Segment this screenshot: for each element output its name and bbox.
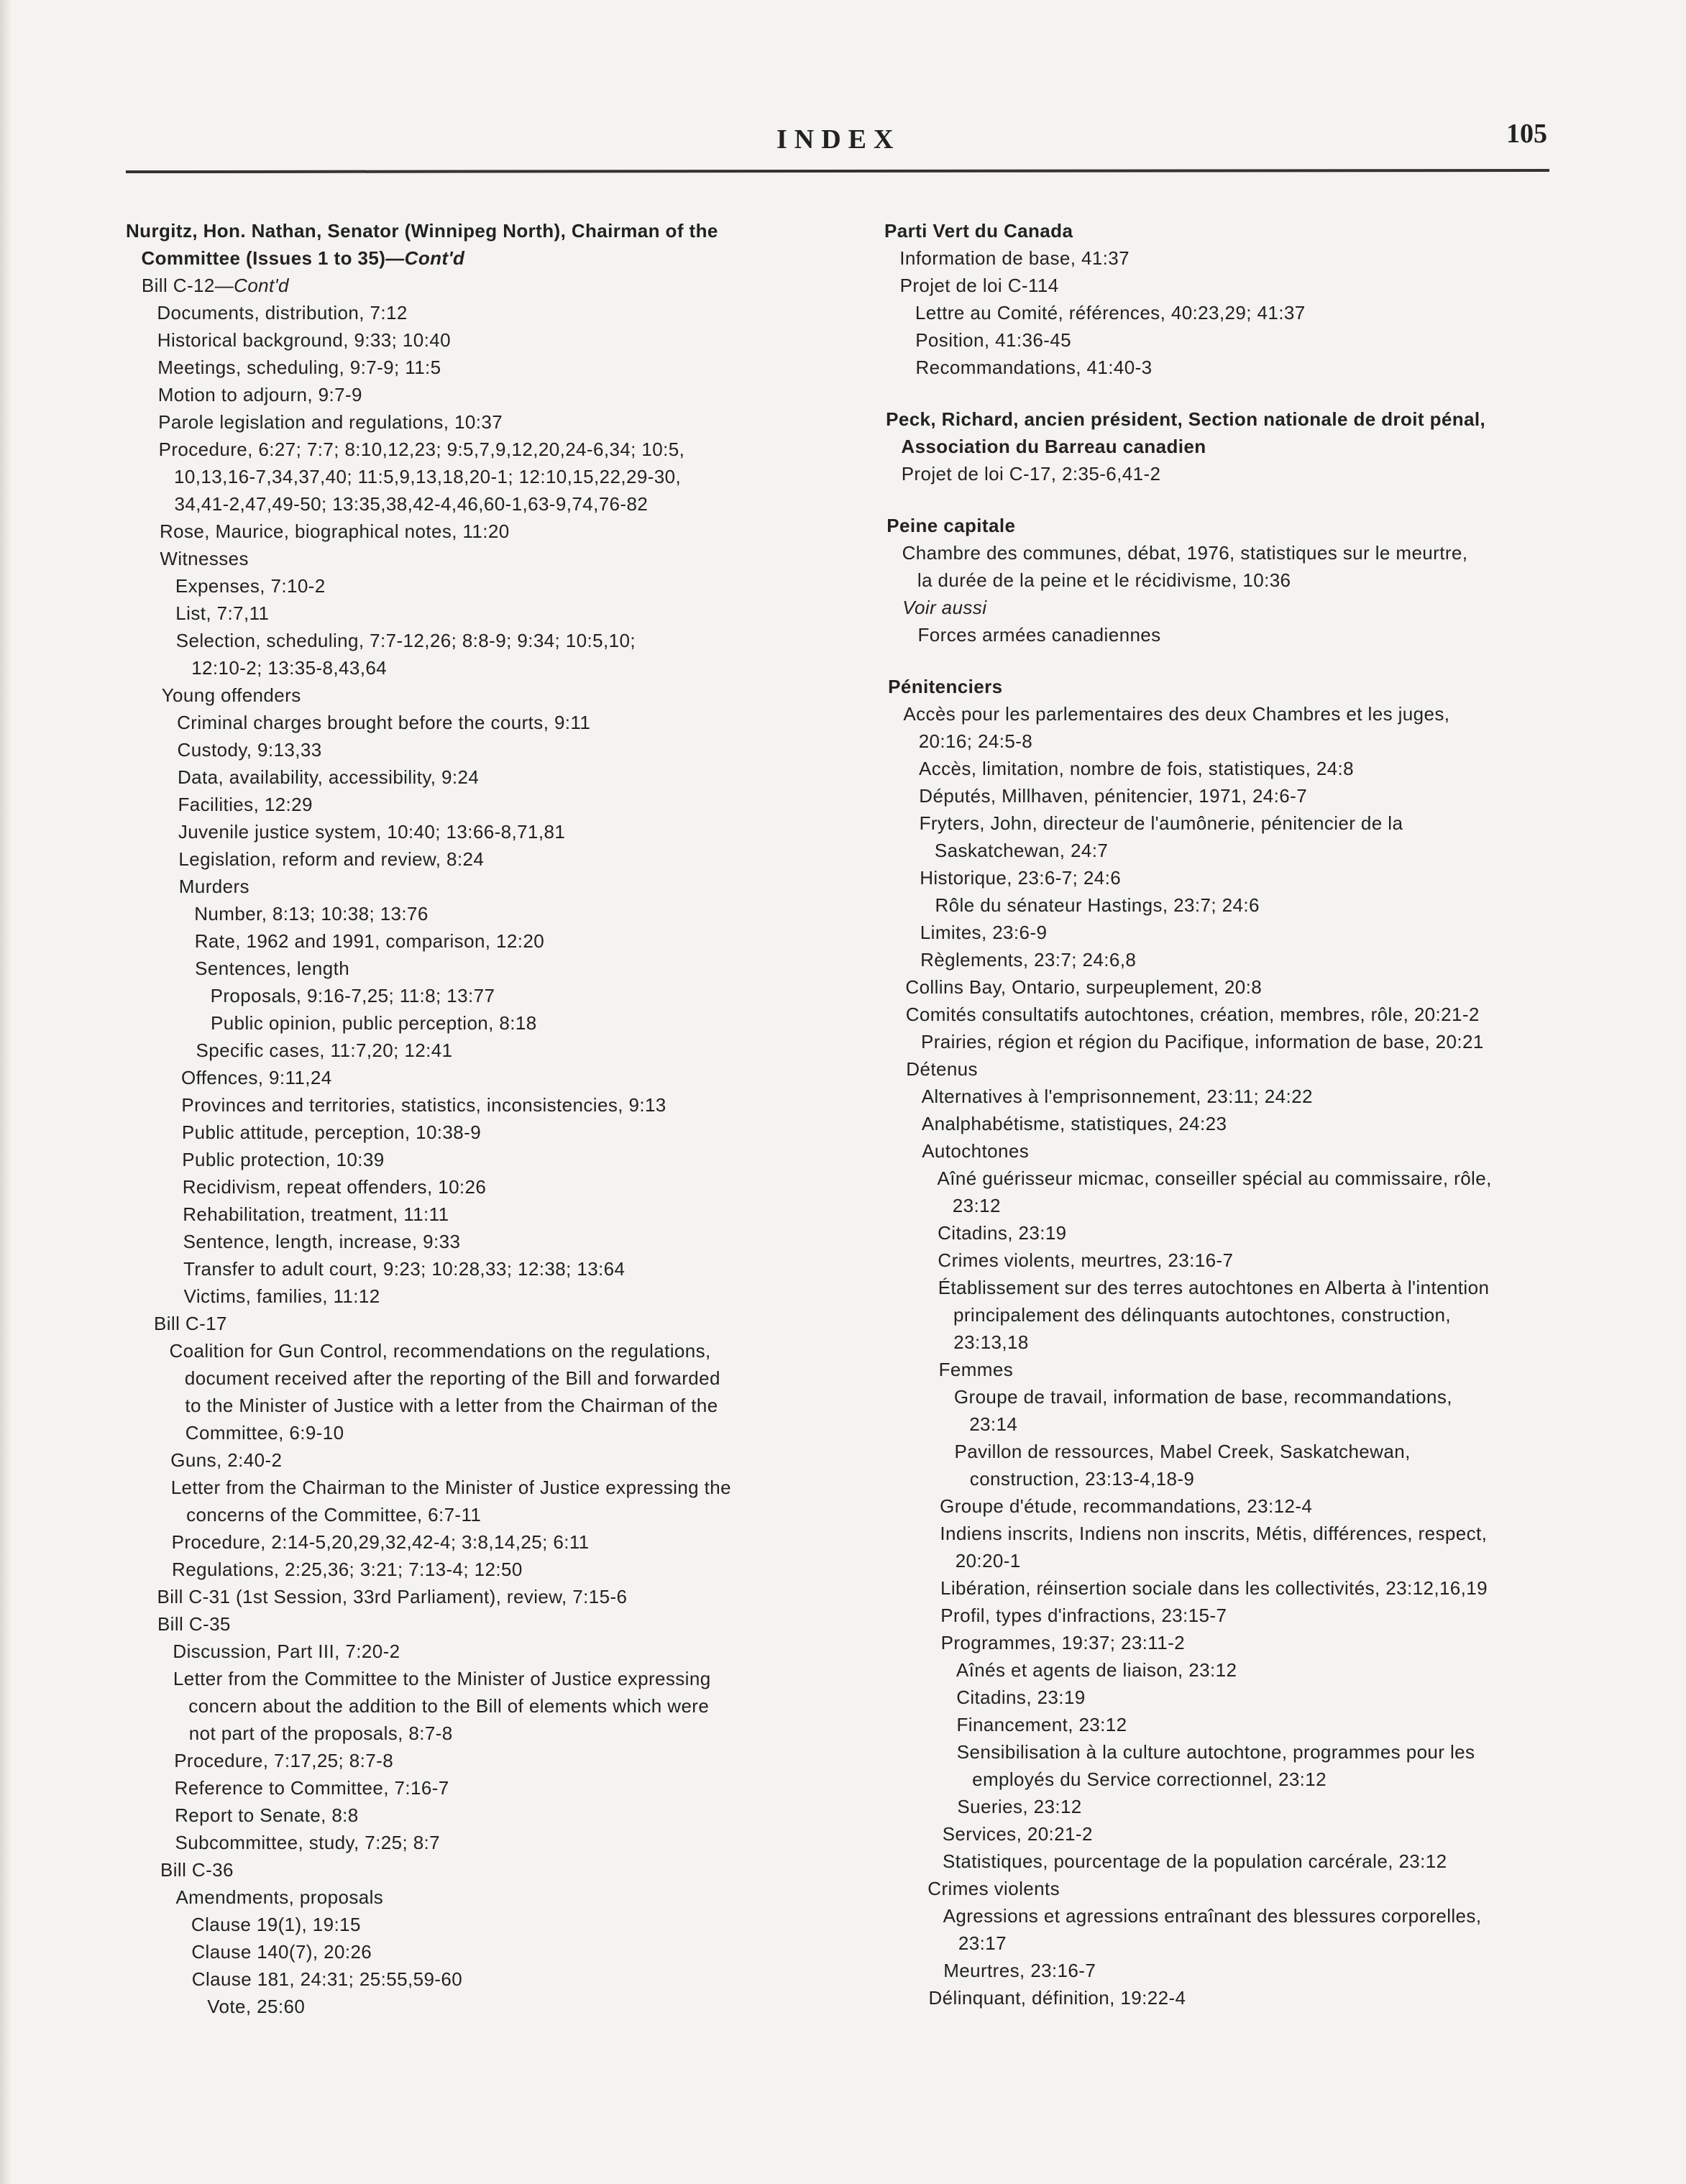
index-entry-text: Vote, 25:60 — [207, 1996, 306, 2017]
index-entry-text: Recidivism, repeat offenders, 10:26 — [182, 1176, 487, 1198]
index-entry — [139, 1364, 858, 1392]
index-entry-text: Députés, Millhaven, pénitencier, 1971, 24:6-7 — [919, 785, 1308, 807]
index-entry — [140, 1419, 859, 1446]
index-entry — [886, 405, 1562, 433]
index-entry-text: Financement, 23:12 — [956, 1714, 1127, 1735]
index-entry — [891, 1001, 1567, 1028]
index-entry — [884, 244, 1560, 272]
index-entry — [894, 1356, 1570, 1383]
index-entry — [143, 1692, 862, 1720]
index-entry-text: Pavillon de ressources, Mabel Creek, Saskatchewan, — [954, 1441, 1411, 1462]
index-entry-text: construction, 23:13-4,18-9 — [969, 1468, 1195, 1490]
index-entry — [139, 1392, 858, 1419]
index-entry — [142, 1610, 861, 1638]
index-entry — [129, 545, 848, 572]
index-entry — [145, 1884, 864, 1911]
index-entry-text: Young offenders — [161, 684, 301, 706]
index-entry-text: Victims, families, 11:12 — [183, 1285, 380, 1307]
index-entry-text: 12:10-2; 13:35-8,43,64 — [191, 657, 388, 679]
index-entry — [892, 1247, 1568, 1274]
index-entry-text: 23:17 — [958, 1932, 1007, 1954]
index-entry-text: Sentence, length, increase, 9:33 — [183, 1231, 461, 1252]
index-entry-text: employés du Service correctionnel, 23:12 — [972, 1768, 1327, 1790]
index-entry-text: Clause 19(1), 19:15 — [191, 1914, 361, 1935]
index-entry — [129, 463, 848, 490]
index-entry-text: to the Minister of Justice with a letter from the Chairman of the — [185, 1395, 718, 1416]
index-entry-text: Projet de loi C-17, 2:35-6,41-2 — [901, 463, 1161, 485]
index-entry — [892, 1110, 1567, 1137]
index-entry — [138, 1228, 857, 1255]
index-entry-text: Motion to adjourn, 9:7-9 — [157, 384, 362, 405]
index-entry-text: Bill C-17 — [154, 1313, 227, 1334]
index-column-right — [884, 217, 1560, 2011]
index-entry — [132, 791, 851, 818]
index-entry — [143, 1665, 862, 1692]
index-entry — [135, 982, 854, 1009]
index-entry-text: 23:12 — [952, 1195, 1001, 1216]
index-entry-text: Offences, 9:11,24 — [180, 1067, 332, 1088]
page-binding-edge — [0, 0, 12, 2184]
index-entry — [894, 1465, 1570, 1492]
index-entry-text: Report to Senate, 8:8 — [175, 1804, 359, 1826]
index-entry — [144, 1747, 863, 1774]
index-entry — [136, 1091, 855, 1119]
index-entry-text: Bill C-36 — [160, 1859, 234, 1881]
index-entry-text: Aînés et agents de liaison, 23:12 — [956, 1659, 1237, 1681]
index-entry-text: Règlements, 23:7; 24:6,8 — [920, 949, 1137, 971]
index-entry — [898, 1957, 1574, 1984]
index-entry-text: Groupe d'étude, recommandations, 23:12-4 — [940, 1495, 1313, 1517]
index-entry-text: 10,13,16-7,34,37,40; 11:5,9,13,18,20-1; 12:10,15,22,29-30, — [174, 466, 682, 487]
index-entry — [137, 1119, 856, 1146]
index-entry-text: Meetings, scheduling, 9:7-9; 11:5 — [157, 357, 441, 378]
index-entry-text: Public attitude, perception, 10:38-9 — [181, 1121, 482, 1143]
index-entry — [127, 272, 846, 299]
index-entry — [133, 818, 852, 845]
index-entry-text: Collins Bay, Ontario, surpeuplement, 20:8 — [905, 976, 1263, 998]
index-entry-text: Crimes violents, meurtres, 23:16-7 — [938, 1249, 1234, 1271]
index-entry-text: Comités consultatifs autochtones, création, membres, rôle, 20:21-2 — [905, 1004, 1480, 1025]
index-entry-text: not part of the proposals, 8:7-8 — [188, 1722, 453, 1744]
index-entry — [896, 1684, 1572, 1711]
index-entry-text: Parti Vert du Canada — [884, 220, 1073, 242]
index-entry-text: Specific cases, 11:7,20; 12:41 — [196, 1040, 453, 1061]
index-entry — [138, 1255, 857, 1283]
index-entry-text: Saskatchewan, 24:7 — [934, 840, 1109, 861]
index-entry-text: 20:16; 24:5-8 — [918, 730, 1033, 752]
index-entry-text: Documents, distribution, 7:12 — [157, 302, 408, 324]
index-entry-text: Lettre au Comité, références, 40:23,29; 41:37 — [915, 302, 1306, 324]
index-entry — [892, 1192, 1568, 1219]
index-entry-text: Accès pour les parlementaires des deux Chambres et les juges, — [903, 703, 1450, 725]
index-entry — [894, 1383, 1570, 1410]
index-entry — [889, 864, 1565, 891]
index-entry — [137, 1146, 856, 1173]
index-entry — [127, 326, 846, 354]
index-entry — [136, 1064, 855, 1091]
index-entry-text: 34,41-2,47,49-50; 13:35,38,42-4,46,60-1,63-9,74,76-82 — [174, 493, 649, 515]
continued-marker: —Cont'd — [214, 275, 289, 296]
index-entry-text: Sueries, 23:12 — [957, 1796, 1082, 1817]
index-entry-text: Proposals, 9:16-7,25; 11:8; 13:77 — [210, 985, 495, 1006]
index-entry-text: 20:20-1 — [955, 1550, 1021, 1572]
index-entry-text: Reference to Committee, 7:16-7 — [174, 1777, 449, 1799]
index-entry-text: Aîné guérisseur micmac, conseiller spécial au commissaire, rôle, — [937, 1167, 1492, 1189]
index-entry-text: Regulations, 2:25,36; 3:21; 7:13-4; 12:50 — [172, 1559, 523, 1580]
index-entry — [896, 1656, 1572, 1684]
page-number: 105 — [1506, 119, 1547, 149]
index-entry — [134, 873, 853, 900]
index-entry-text: Voir aussi — [902, 597, 987, 618]
index-entry-text: Citadins, 23:19 — [956, 1687, 1086, 1708]
index-entry — [139, 1337, 858, 1364]
index-entry-text: concern about the addition to the Bill of elements which were — [188, 1695, 710, 1717]
index-entry — [132, 763, 851, 791]
index-entry-text: Chambre des communes, débat, 1976, statistiques sur le meurtre, — [902, 542, 1468, 564]
index-entry — [889, 837, 1565, 864]
index-entry-text: Détenus — [906, 1058, 978, 1080]
index-entry-text: Établissement sur des terres autochtones en Alberta à l'intention — [938, 1277, 1490, 1298]
index-entry-text: Procedure, 2:14-5,20,29,32,42-4; 3:8,14,25; 6:11 — [171, 1531, 590, 1553]
index-entry — [137, 1173, 856, 1201]
index-entry — [126, 244, 845, 272]
index-entry-text: Criminal charges brought before the courts, 9:11 — [177, 712, 591, 733]
index-entry-text: Libération, réinsertion sociale dans les collectivités, 23:12,16,19 — [940, 1577, 1488, 1599]
index-entry — [147, 1965, 866, 1993]
index-entry-text: document received after the reporting of the Bill and forwarded — [184, 1367, 720, 1389]
index-entry-text: Rose, Maurice, biographical notes, 11:20 — [159, 520, 510, 542]
index-entry-text: Fryters, John, directeur de l'aumônerie, pénitencier de la — [919, 812, 1403, 834]
index-entry-text: Data, availability, accessibility, 9:24 — [178, 766, 480, 788]
index-entry — [893, 1301, 1569, 1329]
index-entry — [898, 1930, 1574, 1957]
index-entry-text: Information de base, 41:37 — [899, 247, 1130, 269]
index-entry — [135, 1009, 854, 1037]
index-entry-text: Position, 41:36-45 — [915, 329, 1071, 351]
index-entry — [892, 1137, 1567, 1165]
index-entry — [890, 946, 1566, 973]
index-entry — [894, 1520, 1570, 1547]
index-entry-text: Provinces and territories, statistics, inconsistencies, 9:13 — [181, 1094, 666, 1116]
index-entry — [888, 621, 1564, 648]
index-entry — [894, 1410, 1570, 1438]
index-entry-text: Statistiques, pourcentage de la population carcérale, 23:12 — [943, 1850, 1447, 1872]
index-entry — [142, 1528, 861, 1556]
index-entry-text: Groupe de travail, information de base, recommandations, — [953, 1386, 1452, 1408]
index-entry — [132, 709, 851, 736]
index-entry — [897, 1793, 1572, 1820]
index-entry-text: Meurtres, 23:16-7 — [943, 1960, 1096, 1981]
index-entry-text: Juvenile justice system, 10:40; 13:66-8,71,81 — [178, 821, 566, 843]
index-entry-text: Autochtones — [922, 1140, 1030, 1162]
index-entry — [898, 1902, 1574, 1930]
index-entry-text: Parole legislation and regulations, 10:37 — [158, 411, 503, 433]
index-entry-text: Sensibilisation à la culture autochtone, programmes pour les — [956, 1741, 1475, 1763]
index-entry-text: Services, 20:21-2 — [942, 1823, 1093, 1845]
index-entry — [889, 782, 1564, 809]
index-entry-text: Projet de loi C-114 — [899, 275, 1059, 296]
index-entry-text: Expenses, 7:10-2 — [175, 575, 326, 597]
index-entry-text: Analphabétisme, statistiques, 24:23 — [921, 1113, 1227, 1134]
index-entry — [897, 1848, 1573, 1875]
running-head: INDEX — [776, 124, 901, 155]
index-entry — [129, 518, 848, 545]
index-entry-text: List, 7:7,11 — [175, 602, 270, 624]
index-entry-text: Association du Barreau canadien — [901, 436, 1206, 457]
index-entry — [141, 1474, 860, 1501]
index-entry — [888, 700, 1564, 728]
index-entry-text: Délinquant, définition, 19:22-4 — [928, 1987, 1186, 2009]
index-entry — [134, 927, 853, 955]
index-entry — [893, 1329, 1569, 1356]
index-entry — [886, 354, 1562, 381]
index-entry — [142, 1638, 861, 1665]
index-entry-text: Programmes, 19:37; 23:11-2 — [940, 1632, 1186, 1653]
index-entry — [889, 728, 1564, 755]
index-entry-text: Peine capitale — [886, 515, 1016, 536]
index-entry — [897, 1766, 1572, 1793]
index-entry — [131, 627, 850, 654]
index-entry — [146, 1938, 865, 1965]
index-entry-text: Letter from the Committee to the Minister of Justice expressing — [173, 1668, 711, 1689]
index-entry — [127, 354, 846, 381]
index-entry-text: Public opinion, public perception, 8:18 — [211, 1012, 537, 1034]
index-entry — [889, 755, 1564, 782]
index-entry — [884, 217, 1560, 244]
index-entry — [892, 1219, 1568, 1247]
index-entry — [130, 600, 849, 627]
index-entry — [137, 1201, 856, 1228]
index-entry-text: Facilities, 12:29 — [178, 794, 313, 815]
index-entry — [145, 1829, 864, 1856]
index-entry-text: principalement des délinquants autochtones, construction, — [953, 1304, 1451, 1326]
index-entry-text: Public protection, 10:39 — [182, 1149, 385, 1170]
index-entry-text: Profil, types d'infractions, 23:15-7 — [940, 1605, 1227, 1626]
index-entry-text: Accès, limitation, nombre de fois, statistiques, 24:8 — [919, 758, 1355, 779]
index-entry — [139, 1310, 858, 1337]
index-entry-text: Historical background, 9:33; 10:40 — [157, 329, 451, 351]
index-entry-text: Amendments, proposals — [175, 1886, 384, 1908]
index-entry — [132, 736, 851, 763]
index-entry — [887, 539, 1563, 566]
index-entry — [897, 1711, 1572, 1738]
index-entry — [893, 1274, 1569, 1301]
index-entry-text: Legislation, reform and review, 8:24 — [178, 848, 485, 870]
index-entry — [145, 1802, 863, 1829]
index-entry-text: Agressions et agressions entraînant des blessures corporelles, — [943, 1905, 1482, 1927]
index-entry — [140, 1446, 859, 1474]
index-entry — [891, 1055, 1567, 1083]
index-entry — [894, 1492, 1570, 1520]
header-rule — [126, 169, 1549, 173]
index-entry-text: Limites, 23:6-9 — [920, 922, 1048, 943]
index-entry — [896, 1629, 1572, 1656]
index-column-left — [126, 217, 845, 2020]
index-entry — [897, 1875, 1573, 1902]
index-entry-text: Subcommittee, study, 7:25; 8:7 — [175, 1832, 441, 1853]
index-entry-text: Clause 140(7), 20:26 — [191, 1941, 372, 1963]
index-entry — [128, 381, 847, 408]
index-entry — [887, 566, 1563, 594]
continued-marker: —Cont'd — [385, 247, 465, 269]
index-entry-text: Transfer to adult court, 9:23; 10:28,33; 12:38; 13:64 — [183, 1258, 626, 1280]
index-entry — [142, 1583, 861, 1610]
index-entry — [897, 1820, 1573, 1848]
index-entry-text: Witnesses — [160, 548, 249, 569]
index-entry — [146, 1911, 865, 1938]
index-entry — [888, 673, 1564, 700]
index-entry — [128, 408, 847, 436]
index-entry-text: Rate, 1962 and 1991, comparison, 12:20 — [194, 930, 545, 952]
index-entry-text: Selection, scheduling, 7:7-12,26; 8:8-9; 9:34; 10:5,10; — [175, 630, 636, 651]
index-entry — [892, 1083, 1567, 1110]
index-entry-text: Discussion, Part III, 7:20-2 — [173, 1641, 400, 1662]
index-entry-text: Bill C-31 (1st Session, 33rd Parliament), review, 7:15-6 — [157, 1586, 628, 1607]
index-entry-text: Prairies, région et région du Pacifique, information de base, 20:21 — [921, 1031, 1484, 1052]
index-entry — [126, 217, 845, 244]
index-entry — [889, 809, 1565, 837]
index-entry-text: Femmes — [938, 1359, 1014, 1380]
index-entry-text: Bill C-12 — [141, 275, 215, 296]
index-entry — [887, 594, 1563, 621]
index-entry-text: Peck, Richard, ancien président, Section nationale de droit pénal, — [886, 408, 1486, 430]
index-entry — [886, 512, 1562, 539]
index-entry-text: Procedure, 7:17,25; 8:7-8 — [174, 1750, 394, 1771]
index-entry — [885, 299, 1561, 326]
index-entry-text: Pénitenciers — [888, 676, 1003, 697]
index-entry — [133, 845, 852, 873]
index-entry — [892, 1165, 1568, 1192]
index-entry-text: Indiens inscrits, Indiens non inscrits, Métis, différences, respect, — [940, 1523, 1488, 1544]
index-entry-text: Procedure, 6:27; 7:7; 8:10,12,23; 9:5,7,9,12,20,24-6,34; 10:5, — [158, 439, 685, 460]
index-entry-text: Forces armées canadiennes — [917, 624, 1161, 646]
index-entry — [144, 1720, 863, 1747]
index-entry — [134, 900, 853, 927]
index-entry — [145, 1774, 863, 1802]
index-entry-text: Murders — [178, 876, 249, 897]
index-entry-text: concerns of the Committee, 6:7-11 — [186, 1504, 482, 1525]
index-entry-text: Recommandations, 41:40-3 — [915, 357, 1153, 378]
index-entry — [127, 299, 846, 326]
index-entry — [145, 1856, 864, 1884]
index-entry-text: Citadins, 23:19 — [938, 1222, 1067, 1244]
index-entry-text: Alternatives à l'emprisonnement, 23:11; 24:22 — [921, 1086, 1313, 1107]
index-entry — [890, 973, 1566, 1001]
index-entry — [885, 272, 1561, 299]
index-entry — [129, 436, 848, 463]
index-entry — [129, 490, 848, 518]
index-entry — [147, 1993, 866, 2020]
index-entry — [897, 1738, 1572, 1766]
index-entry — [142, 1556, 861, 1583]
index-entry-text: Rôle du sénateur Hastings, 23:7; 24:6 — [935, 894, 1260, 916]
index-entry-text: Crimes violents — [927, 1878, 1060, 1899]
index-entry — [131, 654, 850, 682]
index-entry — [134, 955, 853, 982]
index-entry — [130, 572, 849, 600]
index-entry-text: Sentences, length — [195, 958, 350, 979]
index-entry-text: Guns, 2:40-2 — [170, 1449, 283, 1471]
index-entry — [890, 891, 1566, 919]
index-entry-text: Committee, 6:9-10 — [185, 1422, 344, 1444]
index-entry — [139, 1283, 858, 1310]
index-entry — [885, 326, 1561, 354]
index-entry — [895, 1602, 1571, 1629]
index-entry — [899, 1984, 1575, 2011]
index-entry-text: Number, 8:13; 10:38; 13:76 — [194, 903, 429, 924]
index-entry-text: Nurgitz, Hon. Nathan, Senator (Winnipeg North), Chairman of the — [126, 220, 718, 242]
index-entry — [886, 433, 1562, 460]
index-entry — [141, 1501, 860, 1528]
index-entry-text: Committee (Issues 1 to 35) — [141, 247, 386, 269]
index-entry — [136, 1037, 855, 1064]
index-entry — [895, 1547, 1571, 1574]
entry-gap — [884, 648, 1560, 673]
index-entry-text: Custody, 9:13,33 — [177, 739, 322, 761]
index-entry-text: Coalition for Gun Control, recommendations on the regulations, — [169, 1340, 711, 1362]
index-entry-text: Rehabilitation, treatment, 11:11 — [183, 1203, 449, 1225]
index-entry-text: 23:13,18 — [953, 1331, 1029, 1353]
index-entry — [890, 919, 1566, 946]
entry-gap — [884, 381, 1560, 405]
index-entry-text: Historique, 23:6-7; 24:6 — [920, 867, 1122, 889]
index-entry — [895, 1574, 1571, 1602]
index-entry — [132, 682, 851, 709]
index-entry — [891, 1028, 1567, 1055]
index-entry-text: 23:14 — [969, 1413, 1018, 1435]
entry-gap — [884, 487, 1560, 512]
index-entry — [894, 1438, 1570, 1465]
index-entry — [886, 460, 1562, 487]
index-entry-text: Letter from the Chairman to the Minister of Justice expressing the — [170, 1477, 731, 1498]
index-entry-text: Clause 181, 24:31; 25:55,59-60 — [191, 1968, 463, 1990]
index-entry-text: Bill C-35 — [157, 1613, 231, 1635]
index-entry-text: la durée de la peine et le récidivisme, 10:36 — [917, 569, 1291, 591]
